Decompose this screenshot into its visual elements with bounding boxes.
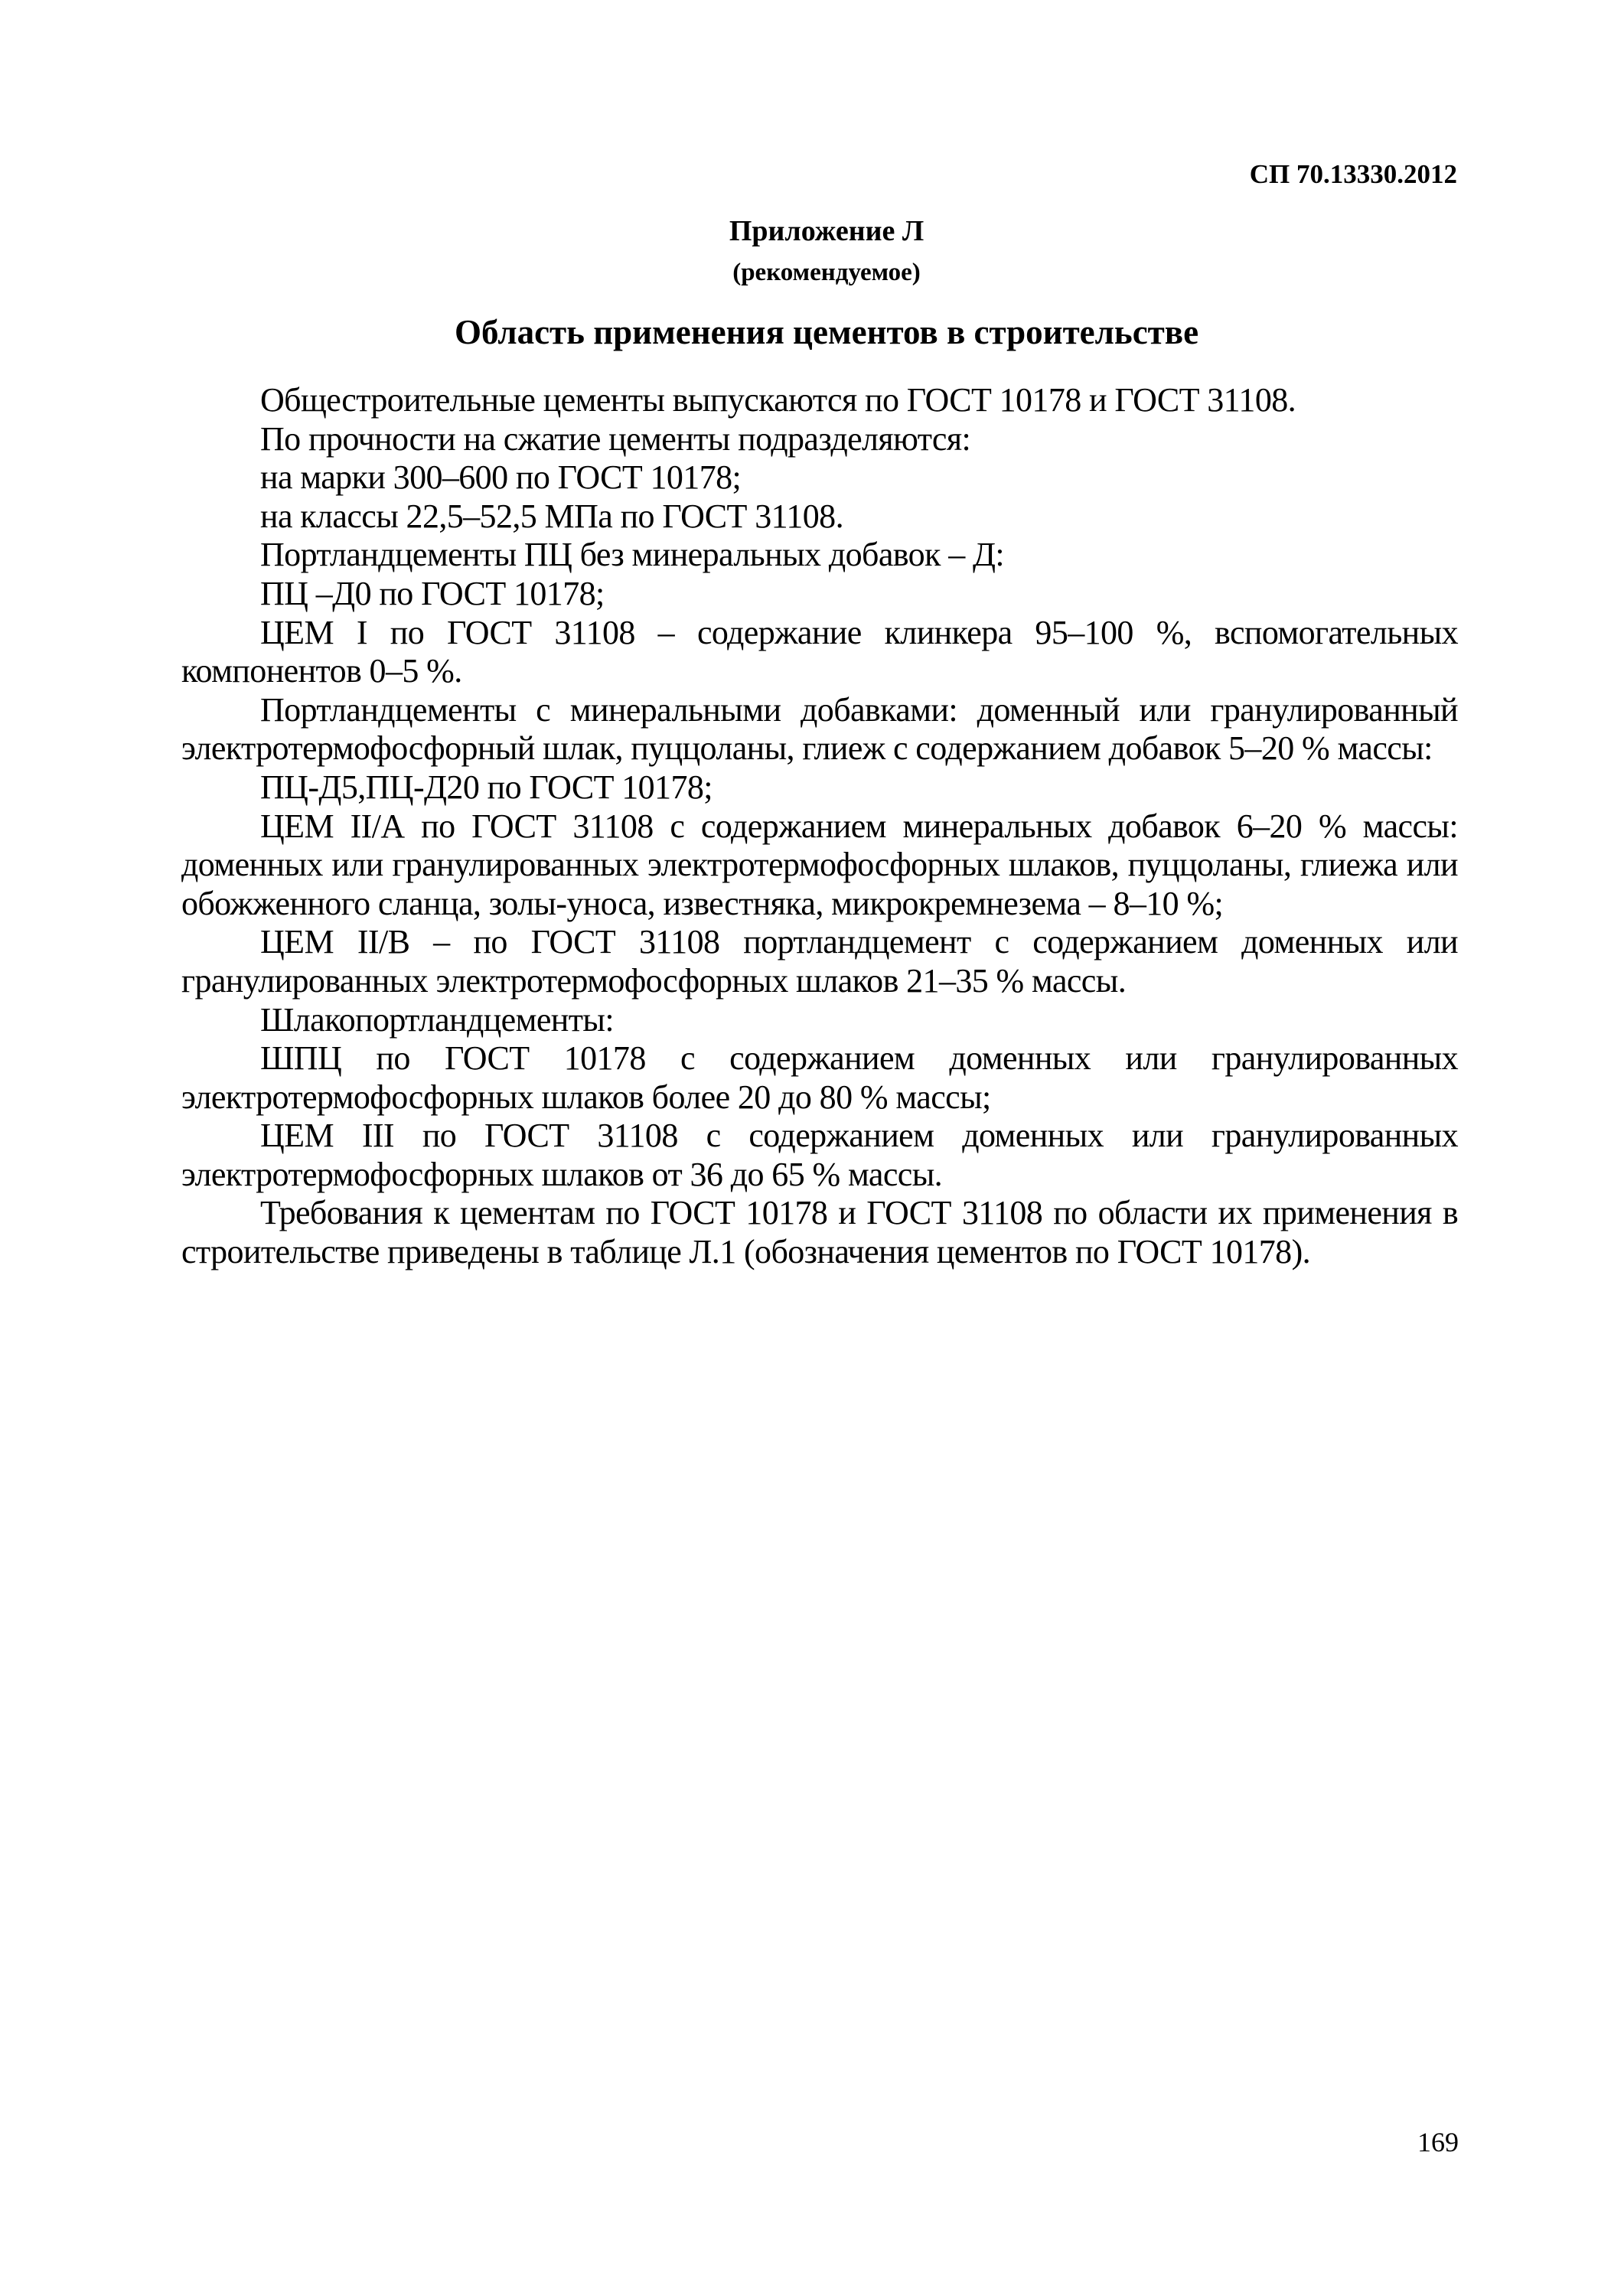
paragraph: Портландцементы с минеральными добавками: доменный или гранулированный электротермофосфорный шлак, пуццоланы, глиеж с содержанием добавок 5–20 % массы: — [181, 690, 1458, 768]
paragraph: на классы 22,5–52,5 МПа по ГОСТ 31108. — [260, 497, 843, 535]
body-text — [181, 381, 1458, 1272]
page-number: 169 — [1417, 2127, 1459, 2157]
paragraph: Шлакопортландцементы: — [260, 1000, 614, 1039]
appendix-status: (рекомендуемое) — [732, 259, 921, 286]
paragraph: По прочности на сжатие цементы подразделяются: — [260, 419, 971, 458]
paragraph: ЦЕМ II/В – по ГОСТ 31108 портландцемент с содержанием доменных или гранулированных электротермофосфорных шлаков 21–35 % массы. — [181, 923, 1458, 1000]
paragraph: Портландцементы ПЦ без минеральных добавок – Д: — [260, 536, 1005, 574]
paragraph: ЦЕМ I по ГОСТ 31108 – содержание клинкера 95–100 %, вспомогательных компонентов 0–5 %. — [181, 613, 1458, 690]
appendix-title: Приложение Л — [729, 215, 925, 247]
paragraph: на марки 300–600 по ГОСТ 10178; — [260, 458, 742, 497]
paragraph: ЦЕМ II/А по ГОСТ 31108 с содержанием минеральных добавок 6–20 % массы: доменных или гранулированных электротермофосфорных шлаков, пуццоланы, глиежа или обожженного сланца, золы-уноса, известняка, микрокремнезема – 8–10 %; — [181, 807, 1458, 922]
paragraph: Требования к цементам по ГОСТ 10178 и ГОСТ 31108 по области их применения в строительстве приведены в таблице Л.1 (обозначения цементов по ГОСТ 10178). — [181, 1194, 1458, 1271]
section-heading: Область применения цементов в строительстве — [454, 313, 1199, 351]
document-code: СП 70.13330.2012 — [1249, 159, 1457, 189]
paragraph: ШПЦ по ГОСТ 10178 с содержанием доменных или гранулированных электротермофосфорных шлаков более 20 до 80 % массы; — [181, 1039, 1458, 1116]
paragraph: ПЦ –Д0 по ГОСТ 10178; — [260, 574, 605, 612]
paragraph: ПЦ-Д5,ПЦ-Д20 по ГОСТ 10178; — [260, 768, 713, 806]
paragraph: ЦЕМ III по ГОСТ 31108 с содержанием доменных или гранулированных электротермофосфорных шлаков от 36 до 65 % массы. — [181, 1117, 1458, 1193]
paragraph: Общестроительные цементы выпускаются по ГОСТ 10178 и ГОСТ 31108. — [260, 381, 1296, 419]
